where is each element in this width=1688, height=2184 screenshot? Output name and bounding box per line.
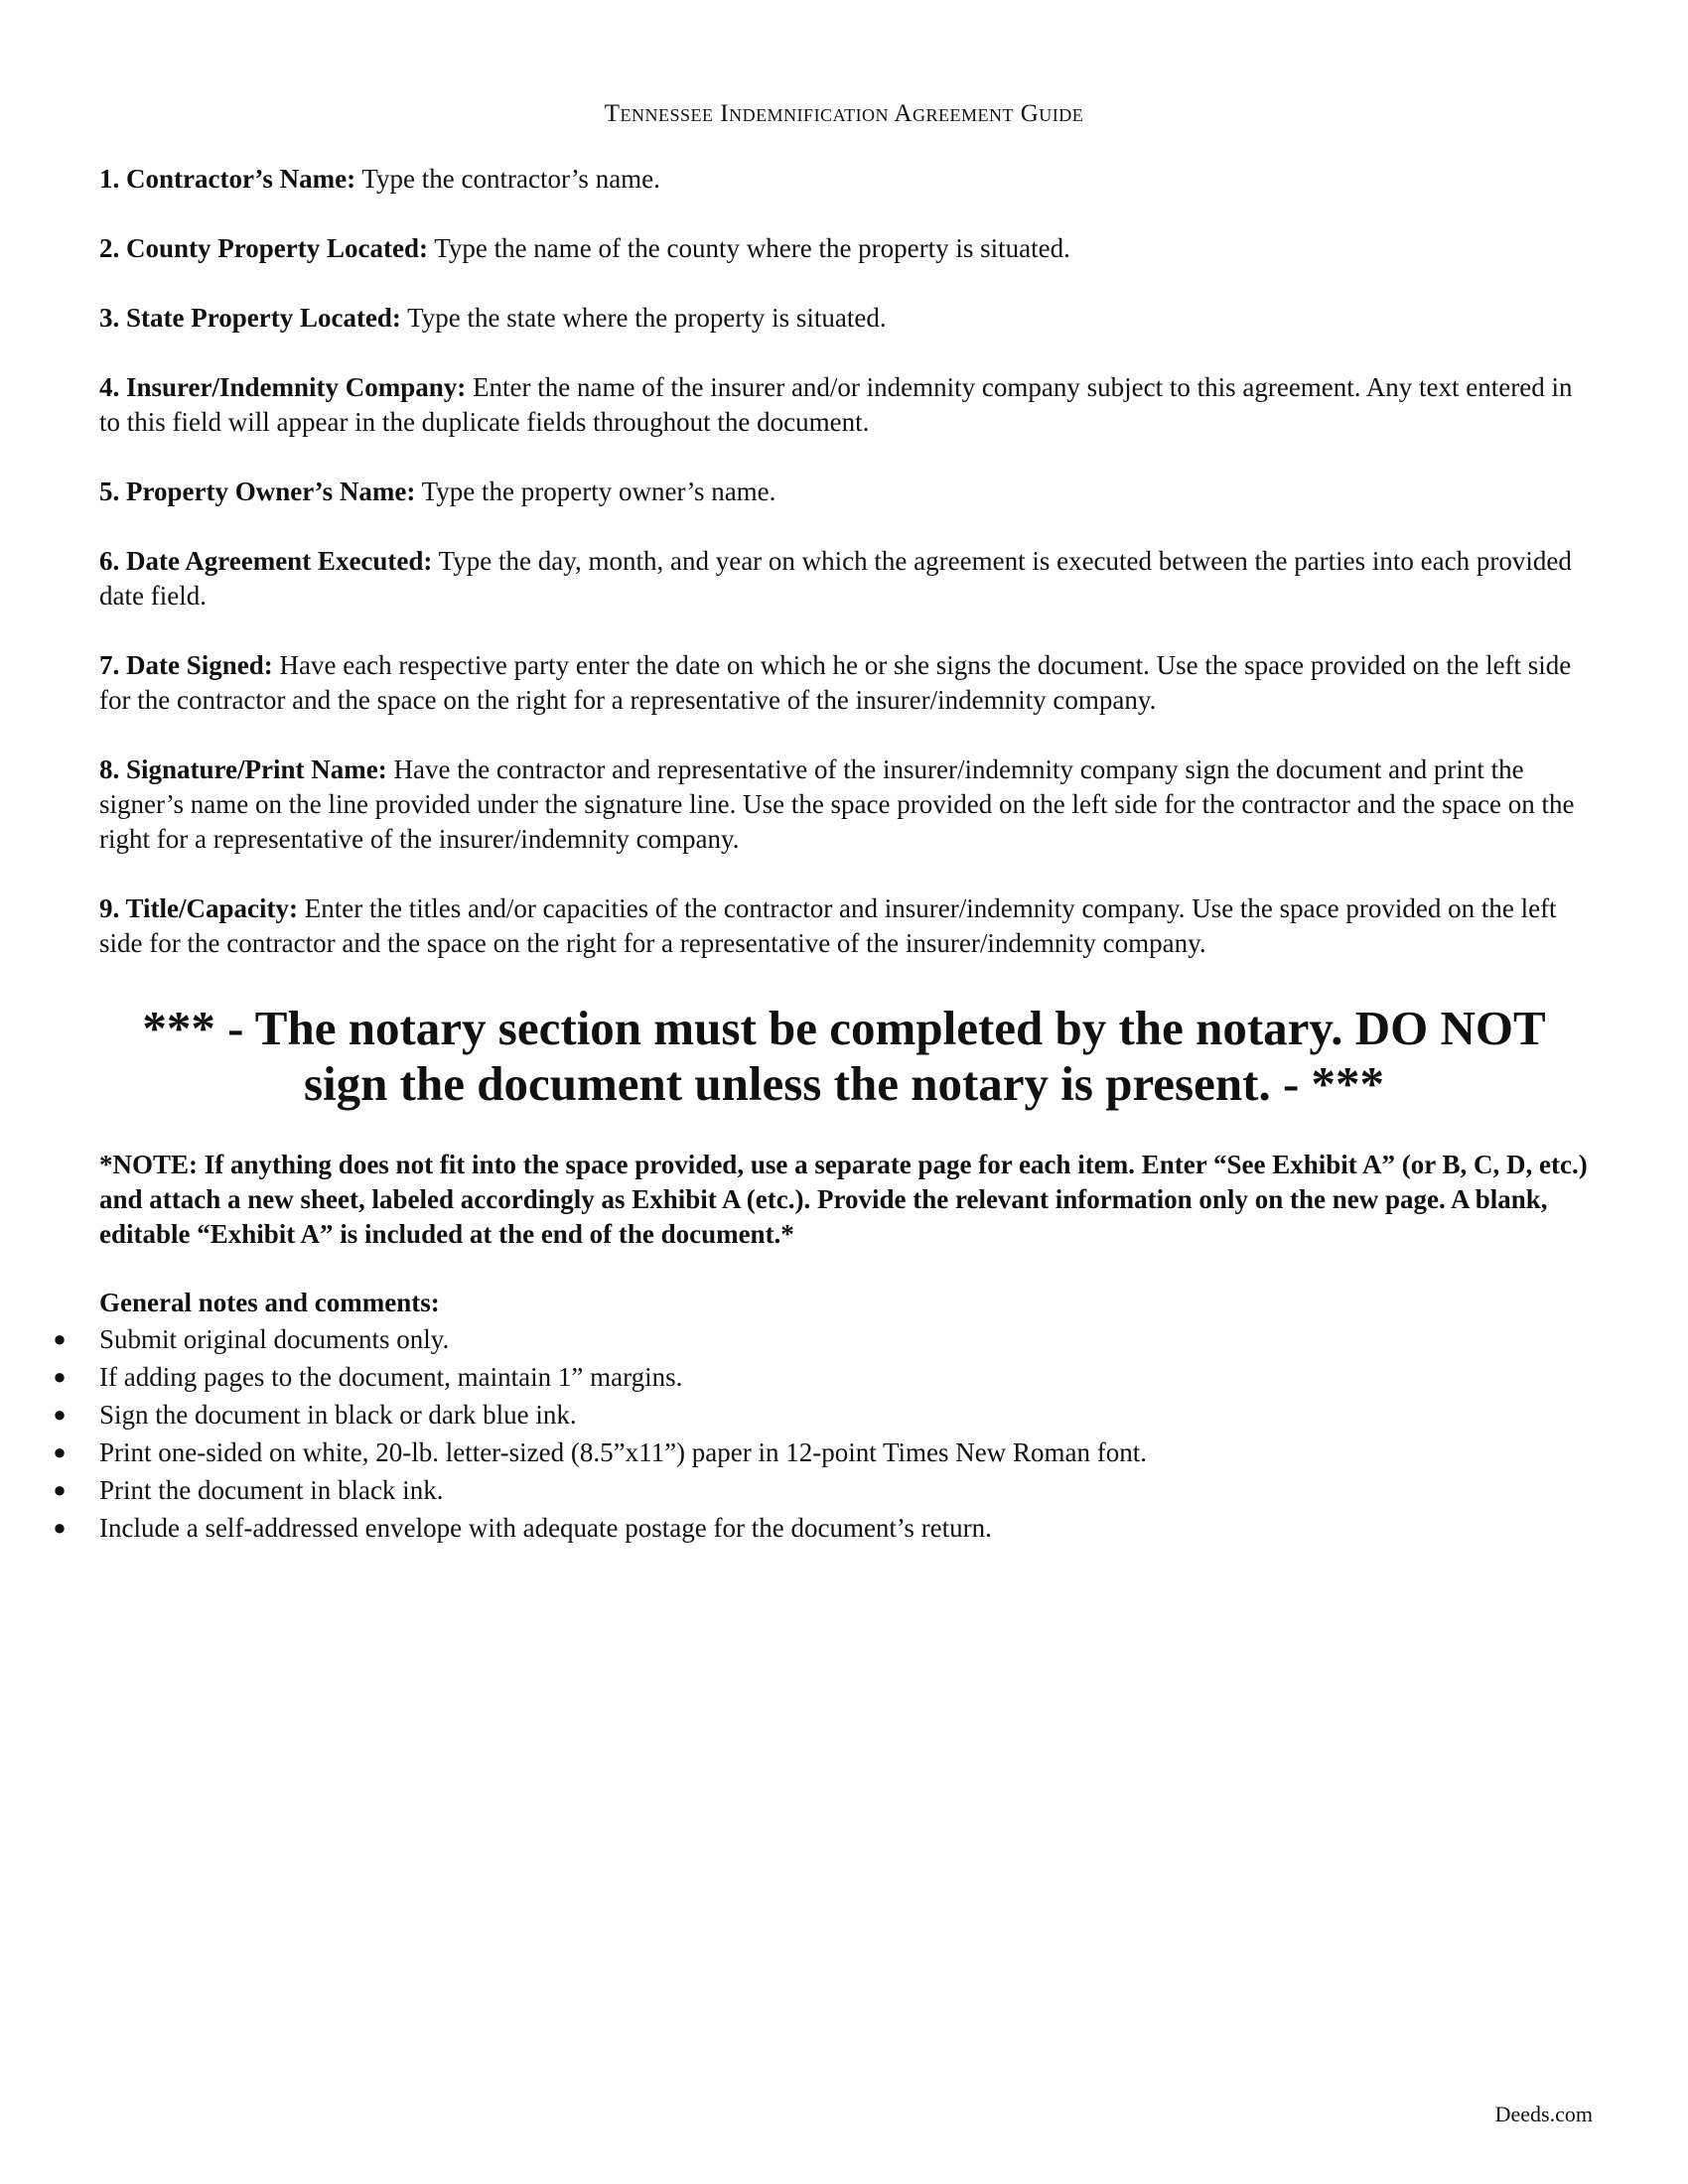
instruction-item [99, 752, 1589, 857]
instruction-list [99, 162, 1589, 961]
instruction-text: Enter the titles and/or capacities of the contractor and insurer/indemnity company. Use the space provided on the left side for the contractor and the space on the right for a representative of the insurer/indemnity company. [99, 893, 1557, 958]
instruction-text: Type the day, month, and year on which the agreement is executed between the parties into each provided date field. [99, 546, 1572, 611]
general-notes-title: General notes and comments: [99, 1288, 440, 1317]
instruction-item [99, 231, 1589, 266]
bullet-icon: ● [53, 1402, 67, 1427]
instruction-item [99, 891, 1589, 961]
instruction-item [99, 370, 1589, 440]
list-item [53, 1358, 1589, 1396]
list-item [53, 1509, 1589, 1547]
bullet-icon: ● [53, 1515, 67, 1540]
footer-brand: Deeds.com [1494, 2102, 1593, 2126]
instruction-label: 8. Signature/Print Name: [99, 754, 387, 784]
bullet-icon: ● [53, 1439, 67, 1464]
instruction-label: 5. Property Owner’s Name: [99, 477, 416, 506]
list-item-text: Print one-sided on white, 20-lb. letter-sized (8.5”x11”) paper in 12-point Times New Roman font. [99, 1437, 1148, 1467]
bullet-icon: ● [53, 1326, 67, 1351]
instruction-label: 1. Contractor’s Name: [99, 164, 356, 194]
instruction-item [99, 544, 1589, 614]
list-item [53, 1433, 1589, 1471]
list-item [53, 1471, 1589, 1509]
instruction-text: Have each respective party enter the date on which he or she signs the document. Use the space provided on the left side for the contractor and the space on the right for a representative of the insurer/indemnity company. [99, 650, 1572, 715]
instruction-text: Type the name of the county where the property is situated. [427, 233, 1070, 263]
list-item-text: Submit original documents only. [99, 1324, 450, 1354]
instruction-item [99, 475, 1589, 509]
notary-warning: *** - The notary section must be completed by the notary. DO NOT sign the document unless the notary is present. - *** [142, 1001, 1546, 1111]
instruction-label: 6. Date Agreement Executed: [99, 546, 433, 576]
instruction-text: Type the contractor’s name. [355, 164, 660, 194]
general-notes-list [53, 1320, 1589, 1547]
list-item [53, 1320, 1589, 1358]
list-item-text: Include a self-addressed envelope with adequate postage for the document’s return. [99, 1513, 992, 1543]
list-item-text: Sign the document in black or dark blue ink. [99, 1400, 577, 1430]
instruction-label: 9. Title/Capacity: [99, 893, 298, 923]
instruction-label: 3. State Property Located: [99, 303, 401, 333]
document-page [53, 99, 1589, 1547]
instruction-text: Type the property owner’s name. [415, 477, 776, 506]
list-item [53, 1396, 1589, 1433]
instruction-label: 7. Date Signed: [99, 650, 273, 680]
exhibit-note: *NOTE: If anything does not fit into the space provided, use a separate page for each item. Enter “See Exhibit A” (or B, C, D, etc.) and attach a new sheet, labeled accordingly as Exhibit A (etc.). Provide the relevant information only on the new page. A blank, editable “Exhibit A” is included at the end of the document.* [99, 1150, 1588, 1249]
bullet-icon: ● [53, 1477, 67, 1502]
list-item-text: If adding pages to the document, maintain 1” margins. [99, 1362, 683, 1392]
list-item-text: Print the document in black ink. [99, 1475, 444, 1505]
instruction-label: 2. County Property Located: [99, 233, 428, 263]
instruction-text: Type the state where the property is situated. [400, 303, 887, 333]
instruction-item [99, 162, 1589, 197]
instruction-text: Have the contractor and representative of the insurer/indemnity company sign the document and print the signer’s name on the line provided under the signature line. Use the space provided on the left side for the contractor and the space on the right for a representative of the insurer/indemnity company. [99, 754, 1575, 854]
instruction-text: Enter the name of the insurer and/or indemnity company subject to this agreement. Any text entered in to this field will appear in the duplicate fields throughout the document. [99, 372, 1573, 437]
instruction-item [99, 648, 1589, 718]
document-title: Tennessee Indemnification Agreement Guide [604, 100, 1084, 127]
bullet-icon: ● [53, 1364, 67, 1389]
instruction-label: 4. Insurer/Indemnity Company: [99, 372, 467, 402]
instruction-item [99, 301, 1589, 336]
